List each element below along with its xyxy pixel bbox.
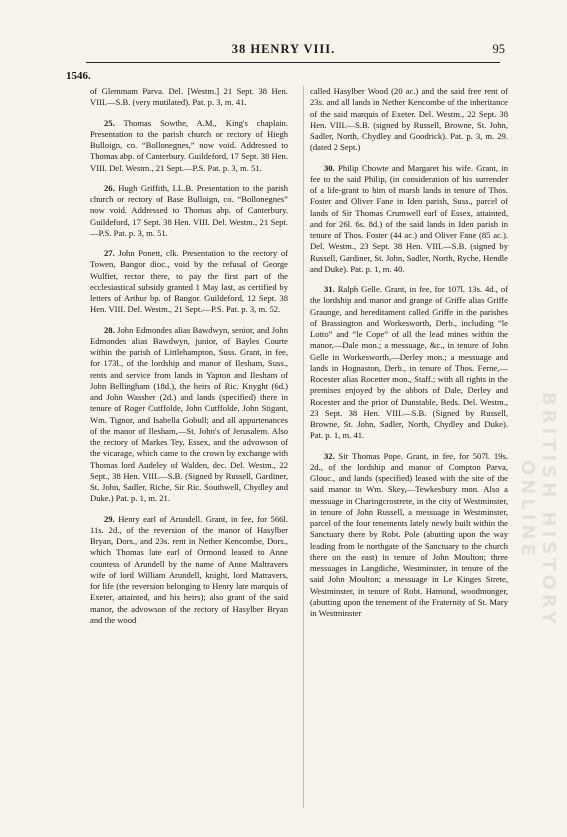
calendar-entry xyxy=(310,86,508,154)
entry-text: Henry earl of Arundell. Grant, in fee, for 566l. 11s. 2d., of the reversion of the manor of Hasylber Bryan, Dors., and 23s. rent in Nether Kencombe, Dors., which Thomas late earl of Ormond leased to Anne countess of Arundell by the name of Anne Maltravers wife of lord William Arundell, knight, lord Matravers, for life (the reversion belonging to Henry late marquis of Exeter, attainted, and his heirs); also grant of the said manor, the advowson of the rectory of Hasylber Bryan and the wood xyxy=(90,513,288,625)
watermark: BRITISH HISTORY ONLINE xyxy=(517,392,559,628)
entry-text: Thomas Sowthe, A.M., King's chaplain. Presentation to the parish church or rectory of Hiegh Bulloign, co. “Bollonegnes,” now void. Addressed to Thomas abp. of Canterbury. Guildeford, 17 Sept. 38 Hen. VIII. Del. Westm., 21 Sept.—P.S. Pat. p. 3, m. 51. xyxy=(90,117,288,173)
calendar-entry xyxy=(90,514,288,627)
entry-number: 29. xyxy=(104,513,115,524)
page-number: 95 xyxy=(492,42,505,56)
entry-number: 25. xyxy=(104,117,115,128)
entry-text: John Ponett, clk. Presentation to the rectory of Towen, Bangor dioc., void by the refusal of George Wulfiet, rector there, to pay the first part of the ecclesiastical subsidy granted 1 May last, as certified by letters of Arthur bp. of Bangor. Guildeford, 12 Sept. 38 Hen. VIII. Del. Westm., 21 Sept.—P.S. Pat. p. 3, m. 52. xyxy=(90,248,288,315)
running-head xyxy=(0,40,567,60)
entry-text: Ralph Gelle. Grant, in fee, for 107l. 13s. 4d., of the lordship and manor and grange of Griffe alias Griffe Graunge, and hereditament called Griffe in the parishes of Brassington and Workesworth, Derb., including “le Lotto” and “le Cope” of all the lead mines within the manor,—Dale mon.; a messuage, &c., in tenure of John Gelle in Workesworth,—Derley mon.; a messuage and lands in Hognaston, Derb., in tenure of Thos. Ferne,—Rocester alias Rocetter mon., Staff.; with all rights in the premises enjoyed by the abbots of Dale, Derley and Rocester and the prior of Dunstable, Beds. Del. Westm., 23 Sept. 38 Hen. VIII.—S.B. (Signed by Russell, Browne, St. John, Sadler, North, Chydley and Duke). Pat. p. 1, m. 41. xyxy=(310,284,508,441)
entry-text: Sir Thomas Pope. Grant, in fee, for 507l. 19s. 2d., of the lordship and manor of Compton Parva, Glouc., and lands (specified) leased with the site of the said manor to Wm. Skey,—Tewkesbury mon. Also a messuage in Charingcrostrete, in the city of Westminster, in tenure of John Russell, a messuage in Westminster, parcel of the four tenements lately newly built within the Sanctuary there by Robt. Pole (abutting upon the way leading from le northgate of the Sanctuary to the church there on the east) in tenure of John Moulton; three messuages in Langdiche, Westminster, in tenure of the said John Moulton; a messuage in Le Kinges Strete, Westminster, in tenure of Robt. Hamond, woodmonger, (abutting upon the tenement of the Fraternity of St. Mary in Westminster xyxy=(310,450,509,618)
entry-text: John Edmondes alias Bawdwyn, senior, and John Edmondes alias Bawdwyn, junior, of Bayles Courte within the parish of Littlehampton, Suss. Grant, in fee, for 173l., of the lordship and manor of Ilesham, Suss., rents and service from lands in Yapton and Ilesham of John Bellingham (18d.), the heirs of Ric. Knyght (6d.) and John Wassher (2d.) and lands (specified) there in tenure of Roger Cutffolde, John Cutffolde, John Stigant, Wm. Tignor, and Isabella Gobull; and all appurtenances of the manor of Ilesham,—St. John's of Jerusalem. Also the rectory of Markes Tey, Essex, and the advowson of the vicarage, which came to the crown by exchange with Thomas lord Audeley of Walden, dec. Del. Westm., 22 Sept., 38 Hen. VIII.—S.B. (Signed by Russell, Gardiner, St. John, Sadler, Riche, Sir Ric. Southwell, Chydley and Duke.) Pat. p. 1, m. 21. xyxy=(90,324,288,504)
entry-number: 30. xyxy=(324,162,335,173)
calendar-entry xyxy=(90,325,288,505)
entry-text: Philip Chowte and Margaret his wife. Grant, in fee to the said Philip, (in consideration of his surrender of a life-grant to him of marsh lands in tenure of Thos. Foster and Oliver Fane in Iden parish, Suss., parcel of lands of Sir Thomas Crumwell earl of Essex, attainted, and for 26l. 6s. 8d.) of the said lands in Iden parish in tenure of Thos. Foster (44 ac.) and Oliver Fane (85 ac.). Del. Westm., 23 Sept. 38 Hen. VIII.—S.B. (signed by Russell, Gardiner, St. John, Sadler, North, Ryche, Hendle and Duke). Pat. p. 1, m. 40. xyxy=(310,162,508,274)
calendar-entry xyxy=(90,183,288,239)
column-divider xyxy=(303,86,304,808)
calendar-entry xyxy=(90,118,288,174)
entry-number: 28. xyxy=(104,324,115,335)
entry-text: called Hasylber Wood (20 ac.) and the said free rent of 23s. and all lands in Nether Kencombe of the inheritance of the said marquis of Exeter. Del. Westm., 22 Sept. 38 Hen. VIII.—S.B. (signed by Russell, Browne, St. John, Sadler, North, Chydley and Goodrick). Pat. p. 3, m. 29. (dated 2 Sept.) xyxy=(310,86,508,153)
right-column xyxy=(310,86,508,628)
entry-text: of Glemmam Parva. Del. [Westm.] 21 Sept. 38 Hen. VIII.—S.B. (very mutilated). Pat. p. 3, m. 41. xyxy=(90,86,288,108)
entry-number: 31. xyxy=(324,284,335,294)
entry-number: 27. xyxy=(104,248,115,258)
calendar-entry xyxy=(90,248,288,316)
calendar-entry xyxy=(310,284,508,442)
entry-number: 32. xyxy=(324,450,335,461)
entry-text: Hugh Griffith, LL.B. Presentation to the parish church or rectory of Base Bulloign, co. “Bollonegnes” now void. Addressed to Thomas abp. of Canterbury. Guildeford, 17 Sept. 38 Hen. VIII. Del. Westm., 21 Sept.—P.S. Pat. p. 3, m. 51. xyxy=(90,182,288,238)
calendar-entry xyxy=(90,86,288,109)
header-rule xyxy=(86,62,500,63)
entry-number: 26. xyxy=(104,182,115,193)
year-note: 1546. xyxy=(66,70,91,82)
running-title: 38 HENRY VIII. xyxy=(231,42,336,56)
calendar-entry xyxy=(310,163,508,276)
left-column xyxy=(90,86,288,635)
calendar-entry xyxy=(310,451,508,620)
